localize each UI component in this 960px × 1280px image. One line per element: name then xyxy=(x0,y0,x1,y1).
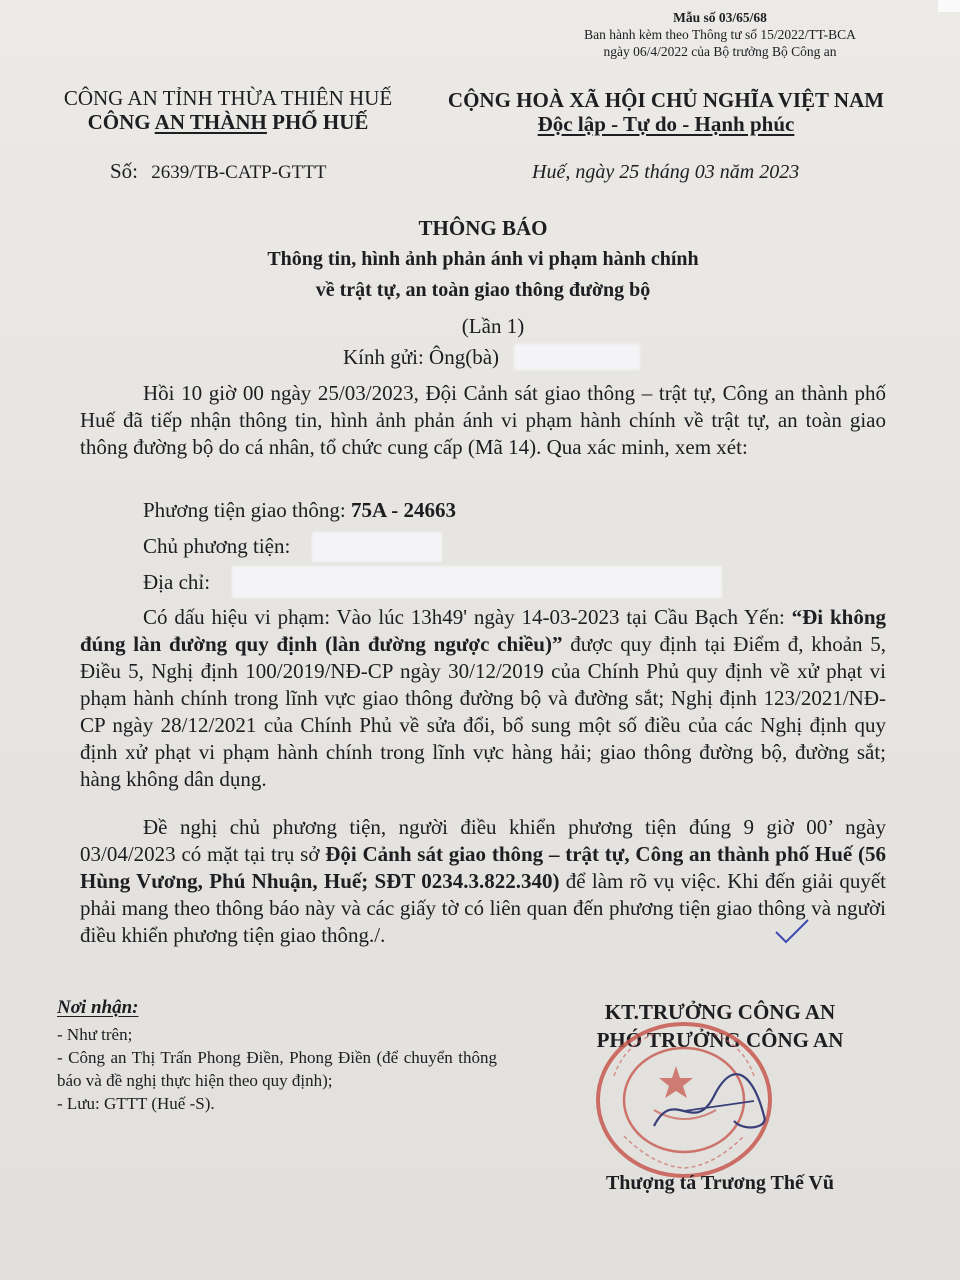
recipient-1: - Như trên; xyxy=(57,1025,133,1044)
redacted-owner xyxy=(312,532,442,562)
form-number: Mẫu số 03/65/68 xyxy=(673,10,767,25)
request-paragraph: Đề nghị chủ phương tiện, người điều khiển phương tiện đúng 9 giờ 00’ ngày 03/04/2023 có mặt tại trụ sở Đội Cảnh sát giao thông – trật tự, Công an thành phố Huế (56 Hùng Vương, Phú Nhuận, Huế; SĐT 0234.3.822.340) để làm rõ vụ việc. Khi đến giải quyết phải mang theo thông báo này và các giấy tờ có liên quan đến phương tiện giao thông và người điều khiển phương tiện giao thông./. xyxy=(80,815,887,947)
agency-header xyxy=(50,86,406,134)
license-plate: 75A - 24663 xyxy=(350,498,456,522)
intro-paragraph: Hồi 10 giờ 00 ngày 25/03/2023, Đội Cảnh sát giao thông – trật tự, Công an thành phố Huế đã tiếp nhận thông tin, hình ảnh phản ánh vi phạm hành chính về trật tự, an toàn giao thông đường bộ do cá nhân, tổ chức cung cấp (Mã 14). Qua xác minh, xem xét: xyxy=(80,381,886,459)
form-issued-line-1: Ban hành kèm theo Thông tư số 15/2022/TT-BCA xyxy=(584,27,856,42)
recipients-block xyxy=(57,996,497,1115)
subtitle-line-1: Thông tin, hình ảnh phản ánh vi phạm hành chính xyxy=(267,248,699,270)
violation-name: “Đi không đúng làn đường quy định (làn đường ngược chiều)” xyxy=(80,605,886,656)
office-address: Đội Cảnh sát giao thông – trật tự, Công an thành phố Huế (56 Hùng Vương, Phú Nhuận, Huế; SĐT 0234.3.822.340) xyxy=(80,842,887,893)
check-mark-icon xyxy=(772,916,812,946)
owner-label: Chủ phương tiện: xyxy=(143,534,291,558)
violation-paragraph: Có dấu hiệu vi phạm: Vào lúc 13h49' ngày 14-03-2023 tại Cầu Bạch Yến: “Đi không đúng làn đường quy định (làn đường ngược chiều)” được quy định tại Điểm đ, khoản 5, Điều 5, Nghị định 100/2019/NĐ-CP ngày 30/12/2019 của Chính Phủ quy định về xử phạt vi phạm hành chính trong lĩnh vực giao thông đường bộ và đường sắt; Nghị định 123/2021/NĐ-CP ngày 28/12/2021 của Chính Phủ về sửa đổi, bổ sung một số điều của các Nghị định quy định xử phạt vi phạm hành chính trong lĩnh vực hàng hải; giao thông đường bộ, đường sắt; hàng không dân dụng. xyxy=(80,605,886,791)
parent-agency: CÔNG AN TỈNH THỪA THIÊN HUẾ xyxy=(63,86,393,110)
recipients-heading: Nơi nhận: xyxy=(57,997,139,1018)
redacted-address xyxy=(232,566,722,598)
page-corner xyxy=(938,0,960,12)
document-title: THÔNG BÁO xyxy=(418,216,548,240)
recipient-2: - Công an Thị Trấn Phong Điền, Phong Điền (để chuyển thông báo và đề nghị thực hiện theo quy định); xyxy=(57,1048,497,1090)
redacted-addressee xyxy=(514,344,640,370)
motto: Độc lập - Tự do - Hạnh phúc xyxy=(537,112,795,136)
address-label: Địa chỉ: xyxy=(143,570,211,594)
country-name: CỘNG HOÀ XÃ HỘI CHỦ NGHĨA VIỆT NAM xyxy=(447,88,885,112)
form-info xyxy=(560,9,880,60)
handwritten-signature-icon xyxy=(644,1066,784,1146)
addressee-label: Kính gửi: Ông(bà) xyxy=(343,345,500,369)
form-issued-line-2: ngày 06/4/2022 của Bộ trưởng Bộ Công an xyxy=(603,44,837,59)
official-seal xyxy=(584,1016,780,1182)
place-date: Huế, ngày 25 tháng 03 năm 2023 xyxy=(532,161,800,183)
signing-title: PHÓ TRƯỞNG CÔNG AN xyxy=(596,1028,844,1052)
notice-count: (Lần 1) xyxy=(461,314,525,338)
document-number: Số: 2639/TB-CATP-GTTT xyxy=(110,159,327,183)
vehicle-line: Phương tiện giao thông: 75A - 24663 xyxy=(143,498,456,522)
subtitle-line-2: về trật tự, an toàn giao thông đường bộ xyxy=(315,279,651,301)
signer-name: Thượng tá Trương Thế Vũ xyxy=(605,1172,835,1194)
issuing-agency: CÔNG AN THÀNH PHỐ HUẾ xyxy=(87,110,369,134)
recipient-3: - Lưu: GTTT (Huế -S). xyxy=(57,1094,215,1113)
signing-authority: KT.TRƯỞNG CÔNG AN xyxy=(604,1000,836,1024)
national-header xyxy=(430,88,902,136)
